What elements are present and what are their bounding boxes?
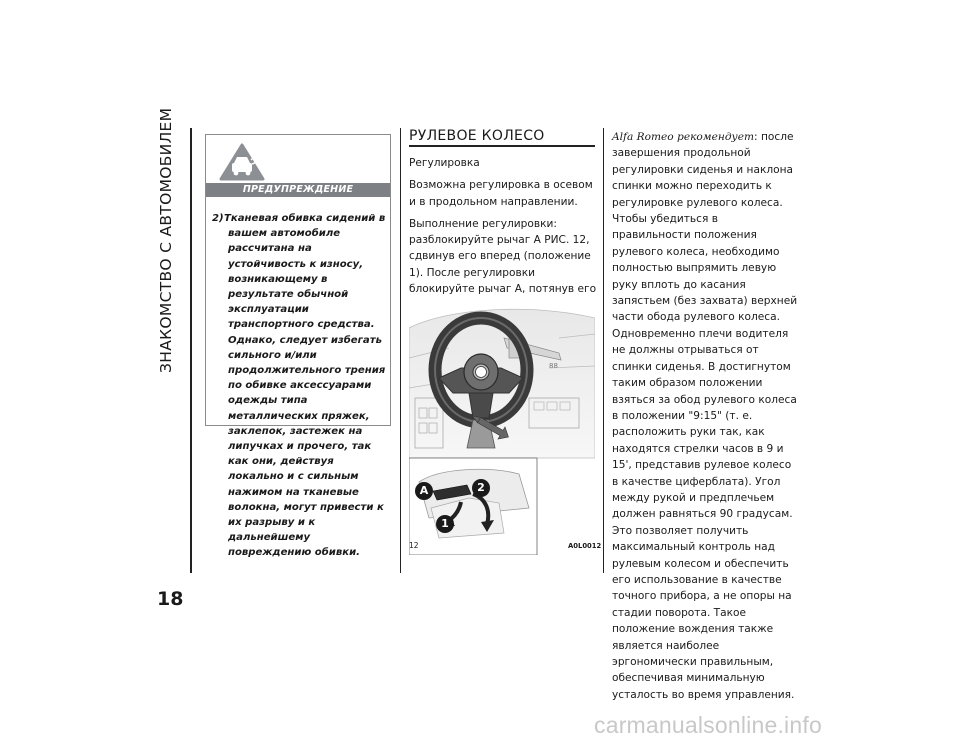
car-warning-icon: [218, 143, 266, 181]
section-para-2: Выполнение регулировки: разблокируйте рычаг A РИС. 12, сдвинув его вперед (положение 1). После регулировки блокируйте рычаг A, потянув его: [409, 217, 597, 296]
figure-number: 12: [409, 541, 419, 550]
warning-item-number: 2): [212, 213, 224, 224]
column-divider-left: [400, 128, 401, 573]
warning-item: [212, 211, 388, 561]
side-divider: [190, 128, 192, 573]
warning-box: [205, 134, 391, 559]
section-side-title: ЗНАКОМСТВО С АВТОМОБИЛЕМ: [157, 107, 175, 373]
warning-item-text: Тканевая обивка сидений в вашем автомобиле рассчитана на устойчивость к износу, возникающему в результате обычной эксплуатации транспортного средства. Однако, следует избегать сильного и/или продолжительного трения по обивке аксессуарами одежды типа металлических пряжек, заклепок, застежек на липучках и прочего, так как они, действуя локально и с сильным нажимом на тканевые волокна, могут привести к их разрыву и к дальнейшему повреждению обивки.: [224, 213, 386, 559]
warning-header: ПРЕДУПРЕЖДЕНИЕ: [206, 183, 390, 197]
column-divider-right: [603, 128, 604, 573]
figure-code: A0L0012: [568, 542, 602, 550]
steering-wheel-figure: [409, 298, 595, 555]
recommendation-body: : после завершения продольной регулировки сиденья и наклона спинки можно переходить к регулировке рулевого колеса. Чтобы убедиться в правильности положения рулевого колеса, необходимо полностью выпрямить левую руку вплоть до касания запястьем (без захвата) верхней части обода рулевого колеса. Одновременно плечи водителя не должны отрываться от спинки сиденья. В достигнутом таким образом положении взяться за обод рулевого колеса в положении "9:15" (т. е. расположить руки так, как находятся стрелки часов в 9 и 15', представив рулевое колесо в качестве циферблата). Угол между рукой и предплечьем должен равняться 90 градусам. Это позволяет получить максимальный контроль над рулевым колесом и обеспечить его использование в качестве точного прибора, а не опоры на стадии поворота. Такое положение вождения также является наиболее эргономически правильным, обеспечивая минимальную усталость во время управления.: [612, 131, 798, 701]
page-number: 18: [157, 588, 184, 610]
section-title-underline: [409, 145, 595, 147]
section-para-1: Возможна регулировка в осевом и в продольном направлении.: [409, 179, 593, 208]
recommendation-text: [612, 129, 798, 703]
svg-text:88: 88: [549, 362, 558, 370]
section-title: РУЛЕВОЕ КОЛЕСО: [409, 128, 545, 144]
figure-badge-a: A: [415, 482, 433, 500]
section-subtitle: Регулировка: [409, 157, 480, 169]
figure-badge-2: 2: [472, 479, 490, 497]
figure-badge-1: 1: [436, 515, 454, 533]
recommendation-lead: Alfa Romeo рекомендует: [612, 131, 755, 143]
watermark: carmanualsonline.info: [594, 712, 822, 738]
